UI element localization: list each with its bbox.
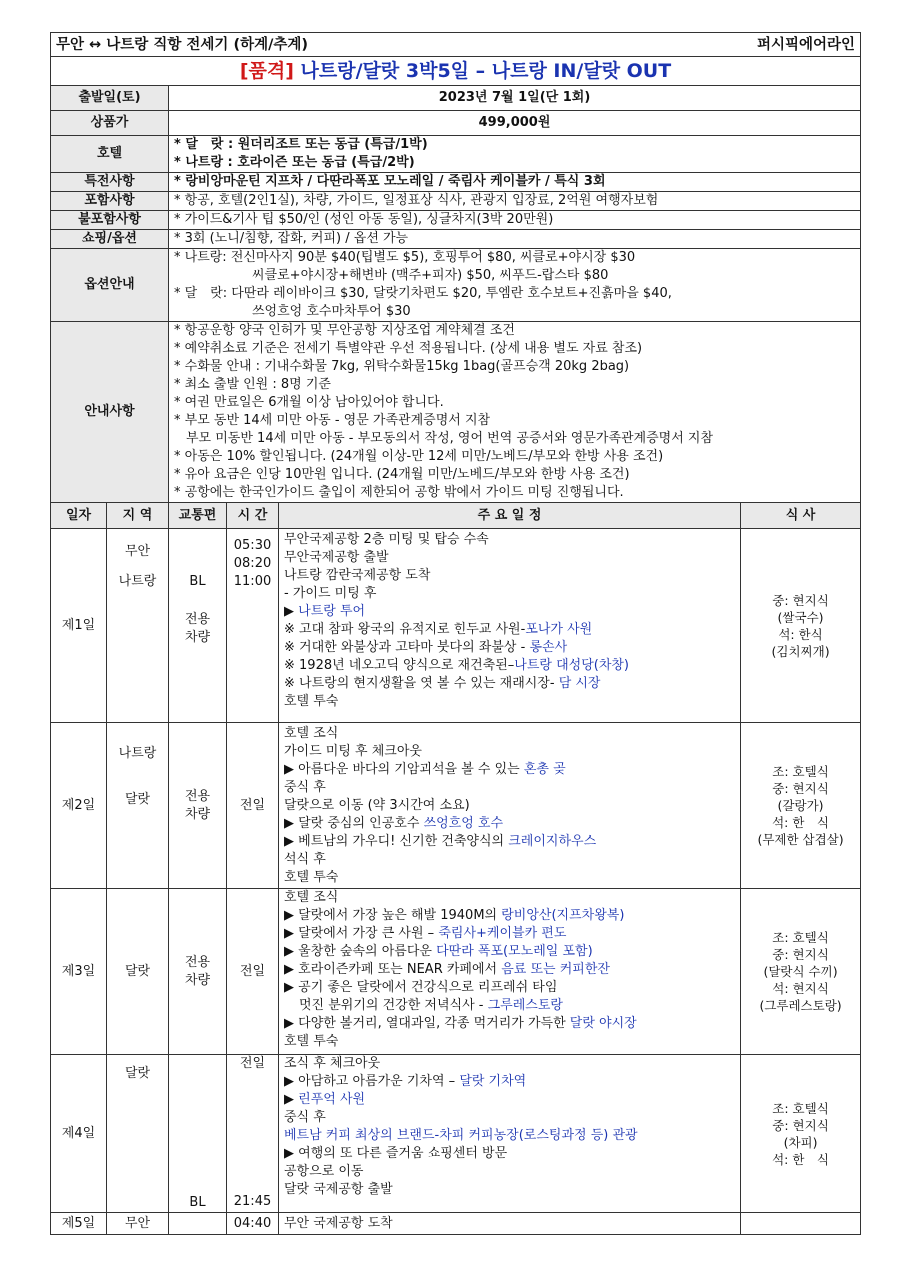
time: 04:40 [227,1213,279,1235]
time: 11:00 [233,574,272,589]
highlight: 롱손사 [529,640,568,655]
itinerary-table [50,32,861,1235]
time-cell [227,529,279,723]
highlight: 린푸억 사원 [298,1092,366,1107]
meals-empty [741,1213,861,1235]
region-cell [107,1055,169,1213]
notice-line: * 예약취소료 기준은 전세기 특별약관 우선 적용됩니다. (상세 내용 별도 자료 참조) [174,341,643,356]
highlight: 크레이지하우스 [508,834,597,849]
table-row [51,529,861,723]
schedule-line: 멋진 분위기의 건강한 저녁식사 - 그루레스토랑 [299,998,563,1013]
meal: 중: 현지식 [772,1117,829,1133]
schedule-line: ▶ 린푸억 사원 [284,1092,366,1107]
notice-line: * 유아 요금은 인당 10만원 입니다. (24개월 미만/노베드/부모와 한방 사용 조건) [174,467,630,482]
region: 달랏 [124,792,151,807]
time: 05:30 [233,538,272,553]
schedule-line: ▶ 호라이즌카페 또는 NEAR 카페에서 음료 또는 커피한잔 [284,962,610,977]
special-value: * 랑비앙마운틴 지프차 / 다딴라폭포 모노레일 / 죽림사 케이블카 / 특식 3회 [169,173,861,192]
exclude-label: 불포함사항 [51,211,169,230]
meal: (차피) [783,1134,818,1150]
meal: 조: 호텔식 [772,930,829,945]
day-label: 제1일 [51,529,107,723]
option-line: 씨클로+야시장+해변바 (맥주+피자) $50, 씨푸드-랍스타 $80 [252,268,609,283]
transport: BL [169,1055,227,1213]
region: 나트랑 [118,574,157,589]
column-header-transport: 교통편 [169,503,227,529]
schedule-line: ▶ 나트랑 투어 [284,604,366,619]
schedule-line: 가이드 미팅 후 체크아웃 [284,744,422,759]
time-cell [227,1055,279,1213]
schedule-line: 달랏으로 이동 (약 3시간여 소요) [284,798,470,813]
meal: (쌀국수) [777,609,824,625]
meal: 중: 현지식 [772,781,829,796]
highlight: 그루레스토랑 [487,998,563,1013]
schedule-line: 무안국제공항 출발 [284,550,389,565]
region: 달랏 [124,1066,151,1081]
meal: 석: 한식 [778,626,823,642]
schedule-line: ▶ 울창한 숲속의 아름다운 다딴라 폭포(모노레일 포함) [284,944,593,959]
highlight: 음료 또는 커피한잔 [501,962,610,977]
option-line: 쓰엉흐엉 호수마차투어 $30 [252,304,411,319]
schedule-line: 호텔 투숙 [284,870,339,885]
schedule-line: ▶ 여행의 또 다른 즐거움 쇼핑센터 방문 [284,1146,508,1161]
schedule-line: ▶ 다양한 볼거리, 열대과일, 각종 먹거리가 가득한 달랏 야시장 [284,1016,637,1031]
notice-line: * 최소 출발 인원 : 8명 기준 [174,377,331,392]
highlight: 혼총 곶 [523,762,566,777]
hotel-line: * 달 랏 : 원더리조트 또는 동급 (특급/1박) [174,137,428,152]
day-label: 제3일 [51,889,107,1055]
highlight: 담 시장 [558,676,601,691]
notice-line: * 여권 만료일은 6개월 이상 남아있어야 합니다. [174,395,444,410]
time: 전일 [239,1056,266,1071]
schedule-line: 베트남 커피 최상의 브랜드-차피 커피농장(로스팅과정 등) 관광 [284,1128,638,1143]
option-line: * 달 랏: 다딴라 레이바이크 $30, 달랏기차편도 $20, 투엠란 호수보트+진흙마을 $40, [174,286,672,301]
meal: 조: 호텔식 [772,764,829,779]
day-label: 제5일 [51,1213,107,1235]
region: 나트랑 [118,746,157,761]
option-value [169,249,861,322]
shopping-label: 쇼핑/옵션 [51,230,169,249]
meals-cell [741,723,861,889]
option-label: 옵션안내 [51,249,169,322]
schedule-cell [279,889,741,1055]
schedule-line: ▶ 아름다운 바다의 기암괴석을 볼 수 있는 혼총 곶 [284,762,566,777]
meals-cell [741,1055,861,1213]
table-row [51,723,861,889]
departure-label: 출발일(토) [51,86,169,111]
column-header-day: 일자 [51,503,107,529]
include-value: * 항공, 호텔(2인1실), 차량, 가이드, 일정표상 식사, 관광지 입장료, 2억원 여행자보험 [169,192,861,211]
schedule-line: 석식 후 [284,852,326,867]
schedule-cell [279,1055,741,1213]
highlight: 죽림사+케이블카 편도 [438,926,567,941]
notice-value [169,322,861,503]
table-row [51,889,861,1055]
schedule-line: ▶ 아담하고 아름가운 기차역 – 달랏 기차역 [284,1074,527,1089]
highlight: 나트랑 대성당(차창) [514,658,630,673]
hotel-value [169,136,861,173]
meals-cell [741,889,861,1055]
special-label: 특전사항 [51,173,169,192]
transport: 전용 [184,612,211,627]
schedule-line: 호텔 조식 [284,726,339,741]
region: 무안 [124,544,151,559]
transport-empty [169,1213,227,1235]
airline-name: 퍼시픽에어라인 [741,33,861,57]
meal: (그루레스토랑) [759,998,842,1013]
column-header-schedule: 주 요 일 정 [279,503,741,529]
price-label: 상품가 [51,111,169,136]
notice-line: 부모 미동반 14세 미만 아동 - 부모동의서 작성, 영어 번역 공증서와 영문가족관계증명서 지참 [186,431,714,446]
hotel-label: 호텔 [51,136,169,173]
transport: 전용 [184,788,211,804]
schedule-line: 호텔 조식 [284,890,339,905]
table-row [51,1055,861,1213]
time: 21:45 [233,1194,272,1209]
notice-line: * 공항에는 한국인가이드 출입이 제한되어 공항 밖에서 가이드 미팅 진행됩니다. [174,485,624,500]
column-header-region: 지 역 [107,503,169,529]
table-row [51,1213,861,1235]
schedule-line: 무안국제공항 2층 미팅 및 탑승 수속 [284,532,489,547]
schedule-line: ▶ 달랏에서 가장 큰 사원 – 죽림사+케이블카 편도 [284,926,567,941]
meal: 조: 호텔식 [772,1100,829,1116]
schedule-line: 무안 국제공항 도착 [279,1213,741,1235]
transport: 전용 [184,954,211,970]
product-title [51,57,861,86]
schedule-line: 조식 후 체크아웃 [284,1056,381,1071]
region: 무안 [107,1213,169,1235]
region: 달랏 [107,889,169,1055]
notice-label: 안내사항 [51,322,169,503]
meal: 석: 한 식 [772,1151,829,1167]
notice-line: * 수화물 안내 : 기내수화물 7kg, 위탁수화물15kg 1bag(골프승객 20kg 2bag) [174,359,630,374]
schedule-line: 나트랑 깜란국제공항 도착 [284,568,431,583]
schedule-line: ▶ 공기 좋은 달랏에서 건강식으로 리프레쉬 타임 [284,980,558,995]
highlight: 달랏 야시장 [569,1016,637,1031]
transport: 차량 [184,972,211,988]
notice-line: * 항공운항 양국 인허가 및 무안공항 지상조업 계약체결 조건 [174,323,515,338]
product-name: 나트랑/달랏 3박5일 – 나트랑 IN/달랏 OUT [300,60,672,82]
schedule-line: 호텔 투숙 [284,1034,339,1049]
transport-cell [169,889,227,1055]
schedule-line: ※ 거대한 와불상과 고타마 붓다의 좌불상 - 롱손사 [284,640,568,655]
exclude-value: * 가이드&기사 팁 $50/인 (성인 아동 동일), 싱글차지(3박 20만원) [169,211,861,230]
highlight: 나트랑 투어 [298,604,366,619]
meal: (무제한 삽겹살) [757,832,844,847]
schedule-line: - 가이드 미팅 후 [284,586,377,601]
region-cell [107,723,169,889]
transport: BL [189,574,206,589]
transport: 차량 [184,806,211,822]
schedule-line: 중식 후 [284,1110,326,1125]
meal: (갈랑가) [777,798,824,813]
notice-line: * 부모 동반 14세 미만 아동 - 영문 가족관계증명서 지참 [174,413,491,428]
meal: (김치찌개) [771,643,830,659]
schedule-line: 중식 후 [284,780,326,795]
column-header-time: 시 간 [227,503,279,529]
notice-line: * 아동은 10% 할인됩니다. (24개월 이상-만 12세 미만/노베드/부모와 한방 사용 조건) [174,449,664,464]
column-header-meals: 식 사 [741,503,861,529]
highlight: 쓰엉흐엉 호수 [423,816,504,831]
product-grade: [품격] [239,60,294,82]
highlight: 다딴라 폭포(모노레일 포함) [436,944,593,959]
option-line: * 나트랑: 전신마사지 90분 $40(팁별도 $5), 호핑투어 $80, 씨클로+야시장 $30 [174,250,636,265]
meal: 중: 현지식 [772,592,829,608]
include-label: 포함사항 [51,192,169,211]
schedule-line: ※ 나트랑의 현지생활을 엿 볼 수 있는 재래시장- 담 시장 [284,676,601,691]
time: 전일 [227,889,279,1055]
schedule-line: 호텔 투숙 [284,694,339,709]
shopping-value: * 3회 (노니/침향, 잡화, 커피) / 옵션 가능 [169,230,861,249]
meal: 중: 현지식 [772,947,829,962]
schedule-line: ※ 고대 참파 왕국의 유적지로 힌두교 사원-포나가 사원 [284,622,593,637]
transport-cell [169,529,227,723]
time: 08:20 [233,556,272,571]
schedule-line: ▶ 베트남의 가우디! 신기한 건축양식의 크레이지하우스 [284,834,597,849]
hotel-line: * 나트랑 : 호라이즌 또는 동급 (특급/2박) [174,155,415,170]
transport-cell [169,723,227,889]
day-label: 제2일 [51,723,107,889]
day-label: 제4일 [51,1055,107,1213]
departure-value: 2023년 7월 1일(단 1회) [169,86,861,111]
schedule-cell [279,723,741,889]
price-value: 499,000원 [169,111,861,136]
schedule-line: ▶ 달랏에서 가장 높은 해발 1940M의 랑비앙산(지프차왕복) [284,908,625,923]
schedule-line: ※ 1928년 네오고딕 양식으로 재건축된–나트랑 대성당(차창) [284,658,630,673]
transport: 차량 [184,630,211,645]
highlight: 포나가 사원 [525,622,593,637]
region-cell [107,529,169,723]
charter-title: 무안 ↔ 나트랑 직항 전세기 (하계/추계) [51,33,741,57]
meals-cell [741,529,861,723]
meal: 석: 현지식 [772,981,829,996]
meal: (달랏식 수끼) [763,964,838,979]
time: 전일 [227,723,279,889]
schedule-line: 달랏 국제공항 출발 [284,1182,393,1197]
highlight: 달랏 기차역 [459,1074,527,1089]
meal: 석: 한 식 [772,815,829,830]
schedule-cell [279,529,741,723]
highlight: 랑비앙산(지프차왕복) [501,908,625,923]
schedule-line: ▶ 달랏 중심의 인공호수 쓰엉흐엉 호수 [284,816,504,831]
schedule-line: 공항으로 이동 [284,1164,364,1179]
